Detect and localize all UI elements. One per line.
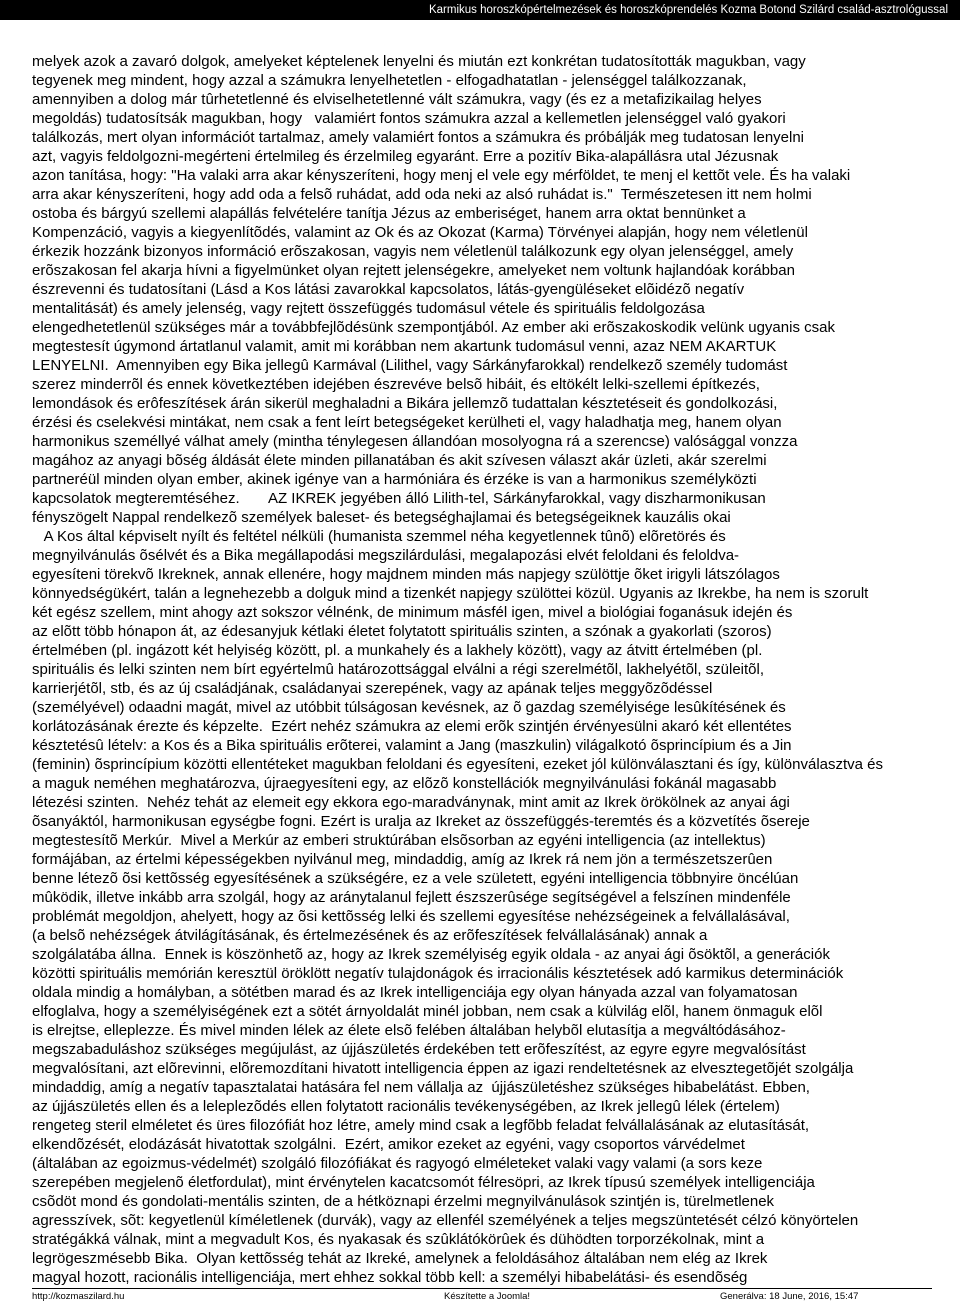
text-line: kapcsolatok megteremtéséhez. AZ IKREK jegyében álló Lilith-tel, Sárkányfarokkal, vagy diszharmonikusan [32,490,766,507]
text-line: melyek azok a zavaró dolgok, amelyeket képtelenek lenyelni és miután ezt konkrétan tudatosították magukban, vagy [32,53,806,70]
footer-url-link[interactable]: http://kozmaszilard.hu [32,1291,125,1302]
text-line: érzési és cselekvési mintákat, nem csak a fent leírt betegségeket kerülheti el, vagy haladhatja meg, hanem olyan [32,414,782,431]
text-line: elfoglalva, hogy a személyiségének ezt a sötét árnyoldalát minél jobban, nem csak a külvilág elõl, hanem önmaguk elõl [32,1003,823,1020]
text-line: értelmében (pl. ingázott két helyiség között, pl. a munkahely és a lakhely között), vagy az átvitt értelmében (pl. [32,642,763,659]
text-line: formájában, az értelmi képességekben nyilvánul meg, mindaddig, amíg az Ikrek rá nem jön a természetszerûen [32,851,773,868]
text-line: tegyenek meg mindent, hogy azzal a számukra lenyelhetetlen - elfogadhatatlan - jelenséggel találkozzanak, [32,72,747,89]
text-line: elkendõzését, elodázását hivatottak szolgálni. Ezért, amikor ezeket az egyéni, vagy csoportos várvédelmet [32,1136,745,1153]
text-line: elengedhetetlenül szükséges már a továbbfejlõdésünk szempontjából. Az ember aki erõszakoskodik velünk ugyanis csak [32,319,835,336]
article-body [32,52,960,1287]
text-line: magyal hozott, racionális intelligenciája, mert ehhez sokkal több kell: a személyi hibabelátási- és esendõség [32,1269,748,1286]
text-line: partneréül minden olyan ember, akinek igénye van a harmóniára és érzéke is van a harmonikus személyközti [32,471,757,488]
text-line: rengeteg steril elméletet és üres filozófiát hoz létre, amely mind csak a legfõbb feladat felvállalásának az elutasítását, [32,1117,810,1134]
text-line: oldala mindig a homályban, a sötétben marad és az Ikrek intelligenciája egy olyan hányada azzal van folyamatosan [32,984,798,1001]
text-line: közötti spirituális memórián keresztül öröklött negatív tulajdonágok és irracionális késztetések adó karmikus determinációk [32,965,844,982]
text-line: találkozás, mert olyan információt tartalmaz, amely valamiért fontos a számukra és próbálják meg tudatosan lenyelni [32,129,805,146]
text-line: két egész szellem, mint ahogy azt sokszor vélnénk, de minimum másfél igen, mivel a biológiai foganásuk idején és [32,604,793,621]
footer-made-with: Készítette a Joomla! [444,1291,531,1302]
text-line: észrevenni és tudatosítani (Lásd a Kos látási zavarokkal kapcsolatos, látás-gyengüléseket elõidézõ negatív [32,281,745,298]
text-line: megnyilvánulás õsélvét és a Bika megállapodási megszilárdulási, megalapozási elvét feloldani és feloldva- [32,547,740,564]
text-line: magához az anyagi bõség áldását élete minden pillanatában és akit szívesen választ akár üzleti, akár szerelmi [32,452,767,469]
text-line: az elõtt több hónapon át, az édesanyjuk kétlaki életet folytatott spirituális szinten, a szónak a gyakorlati (szoros) [32,623,772,640]
text-line: a maguk neméhen meghatározva, újraegyesíteni egy, az elõzõ konstellációk megnyilvánulási fokánál magasabb [32,775,777,792]
text-line: fényszögelt Nappal rendelkezõ személyek baleset- és betegséghajlamai és betegségeiknek kauzális okai [32,509,731,526]
text-line: érkezik hozzánk bizonyos információ erõszakosan, vagyis nem véletlenül találkozunk egy olyan jelenséggel, amely [32,243,794,260]
text-line: késztetésû lételv: a Kos és a Bika spirituális erõterei, valamint a Jang (maszkulin) világalkotó õsprincípium és a Jin [32,737,792,754]
text-line: szerez minderrõl és ennek következtében idejében észrevéve belsõ hibáit, és eltökélt lelki-szellemi építkezés, [32,376,760,393]
text-line: egyesíteni törekvõ Ikreknek, annak ellenére, hogy majdnem minden más napjegy szülöttje õket irigyli látszólagos [32,566,780,583]
text-line: benne létezõ õsi kettõsség egyesítésének a szükségére, ez a vele született, egyéni intelligencia többnyire öncélúan [32,870,799,887]
page-footer [32,1288,932,1303]
text-line: mentalitását) és amely jelenség, vagy rejtett összefüggés tudomásul vétele és spirituális feldolgozása [32,300,705,317]
text-line: könnyedségükért, talán a legnehezebb a dolguk mind a tizenkét napjegy szülöttei közül. Ugyanis az Ikrekbe, ha nem is szorult [32,585,869,602]
text-line: ostoba és bárgyú szellemi alapállás felvételére tanítja Jézus az emberiséget, hanem arra oktat bennünket a [32,205,746,222]
text-line: spirituális és lelki szinten nem bírt egyértelmû határozottsággal elválni a régi szerelmétõl, lakhelyétõl, szüleitõl, [32,661,765,678]
text-line: arra akar kényszeríteni, hogy add oda a felsõ ruhádat, add oda neki az alsó ruhádat is." Természetesen itt nem holmi [32,186,812,203]
text-line: korlátozásának érezte és képzelte. Ezért nehéz számukra az elemi erõk szintjén érvényesülni akaró két ellentétes [32,718,792,735]
text-line: mûködik, illetve inkább arra szolgál, hogy az aránytalanul fejlett észszerûsége segítségével a felszínen mindenféle [32,889,791,906]
text-line: is elrejtse, elleplezze. És mivel minden lélek az élete elsõ felében általában helybõl elutasítja a megváltódásához- [32,1022,786,1039]
text-line: az újjászületés ellen és a leleplezõdés ellen folytatott racionális tevékenységében, az Ikrek jellegû lélek (értelem) [32,1098,780,1115]
text-line: szolgálatába állna. Ennek is köszönhetõ az, hogy az Ikrek személyiség egyik oldala - az anyai ági õsöktõl, a generációk [32,946,830,963]
text-line: létezési szinten. Nehéz tehát az elemeit egy ekkora ego-maradványnak, mint amit az Ikrek örökölnek az anyai ági [32,794,790,811]
text-line: megtestesít úgymond ártatlanul valamit, amit mi korábban nem akartunk tudomásul venni, azaz NEM AKARTUK [32,338,777,355]
text-line: problémát megoldjon, ahelyett, hogy az õsi kettõsség lelki és szellemi egyesítése nehézségeinek a felvállalásával, [32,908,790,925]
text-line: azt, vagyis feldolgozni-megérteni értelmileg és érzelmileg egyaránt. Erre a pozitív Bika-alapállásra utal Jézusnak [32,148,779,165]
text-line: azon tanítása, hogy: "Ha valaki arra akar kényszeríteni, hogy menj el vele egy mérföldet, te menj el kettõt vele. És ha valaki [32,167,851,184]
header-bar [0,0,960,20]
site-title: Karmikus horoszkópértelmezések és horoszkóprendelés Kozma Botond Szilárd család-asztrológussal [428,4,948,16]
text-line: Kompenzáció, vagyis a kiegyenlítõdés, valamint az Ok és az Okozat (Karma) Törvényei alapján, hogy nem véletlenül [32,224,808,241]
text-line: (a belsõ nehézségek átvilágításának, és értelmezésének és az erõfeszítések felvállalásának) annak a [32,927,708,944]
text-line: megoldás) tudatosítsák magukban, hogy valamiért fontos számukra azzal a kellemetlen jelenséggel való gyakori [32,110,786,127]
text-line: karrierjétõl, stb, és az új családjának, családanyai szerepének, vagy az apának teljes meggyõzõdéssel [32,680,713,697]
text-line: mindaddig, amíg a negatív tapasztalatai hatására fel nem vállalja az újjászületéshez szükséges hibabelátást. Ebben, [32,1079,810,1096]
text-line: csõdöt mond és gondolati-mentális szinten, de a hétköznapi érzelmi megnyilvánulások szintjén is, türelmetlenek [32,1193,775,1210]
text-line: megvalósítani, azt elõrevinni, elõremozdítani hivatott intelligencia éppen az igazi rendeltetésnek az elvesztegetõjét szolgálja [32,1060,854,1077]
text-line: megszabaduláshoz szükséges megújulást, az újjászületés érdekében tett erõfeszítést, az egyre egyre megvalósítást [32,1041,806,1058]
text-line: (feminin) õsprincípium közötti ellentéteket magukban feloldani és egyesíteni, ezeket jól különválasztani és így, különválasztva és [32,756,884,773]
text-line: LENYELNI. Amennyiben egy Bika jellegû Karmával (Lilithel, vagy Sárkányfarokkal) rendelkezõ személy tudomást [32,357,788,374]
text-line: õsanyáktól, harmonikusan egységbe fogni. Ezért is uralja az Ikreket az összefüggés-teremtés és a közvetítés õsereje [32,813,810,830]
text-line: erõszakosan fel akarja hívni a figyelmünket olyan rejtett jelenségekre, amelyeket nem voltunk hajlandóak korábban [32,262,795,279]
footer-generated-date: Generálva: 18 June, 2016, 15:47 [720,1291,859,1302]
text-line: stratégákká válnak, mint a megvadult Kos, és nyakasak és szûklátókörûek és dühödten torporzékolnak, mint a [32,1231,765,1248]
text-line: megtestesítõ Merkúr. Mivel a Merkúr az emberi struktúrában elsõsorban az egyéni intelligencia (az intellektus) [32,832,766,849]
text-line: agresszívek, sõt: kegyetlenül kíméletlenek (durvák), vagy az ellenfél személyének a teljes megszüntetését célzó könyörtelen [32,1212,859,1229]
text-line: szerepében megjelenõ életfordulat), mint érvénytelen kacatcsomót félresöpri, az Ikrek típusú személyek intelligenciája [32,1174,815,1191]
text-line: lemondások és erôfeszítések árán sikerül meghaladni a Bikára jellemzõ tudattalan késztetéseit és gondolkozási, [32,395,778,412]
text-line: (általában az egoizmus-védelmét) szolgáló filozófiákat és ragyogó elméleteket valaki vagy valami (a sors keze [32,1155,763,1172]
text-line: harmonikus személlyé válhat amely (mintha ténylegesen állandóan mosolyogna rá a szerencse) valósággal vonzza [32,433,798,450]
text-line: amennyiben a dolog már tûrhetetlenné és elviselhetetlenné vált számukra, vagy (és ez a metafizikailag helyes [32,91,762,108]
text-line: A Kos által képviselt nyílt és feltétel nélküli (humanista szemmel néha kegyetlennek tûnõ) elõretörés és [32,528,726,545]
text-line: legrögeszmésebb Bika. Olyan kettõsség tehát az Ikreké, amelynek a feloldásához általában nem elég az Ikrek [32,1250,768,1267]
text-line: (személyével) odaadni magát, mivel az utóbbit túlságosan kevésnek, az õ gazdag személyisége lesûkítésének és [32,699,786,716]
